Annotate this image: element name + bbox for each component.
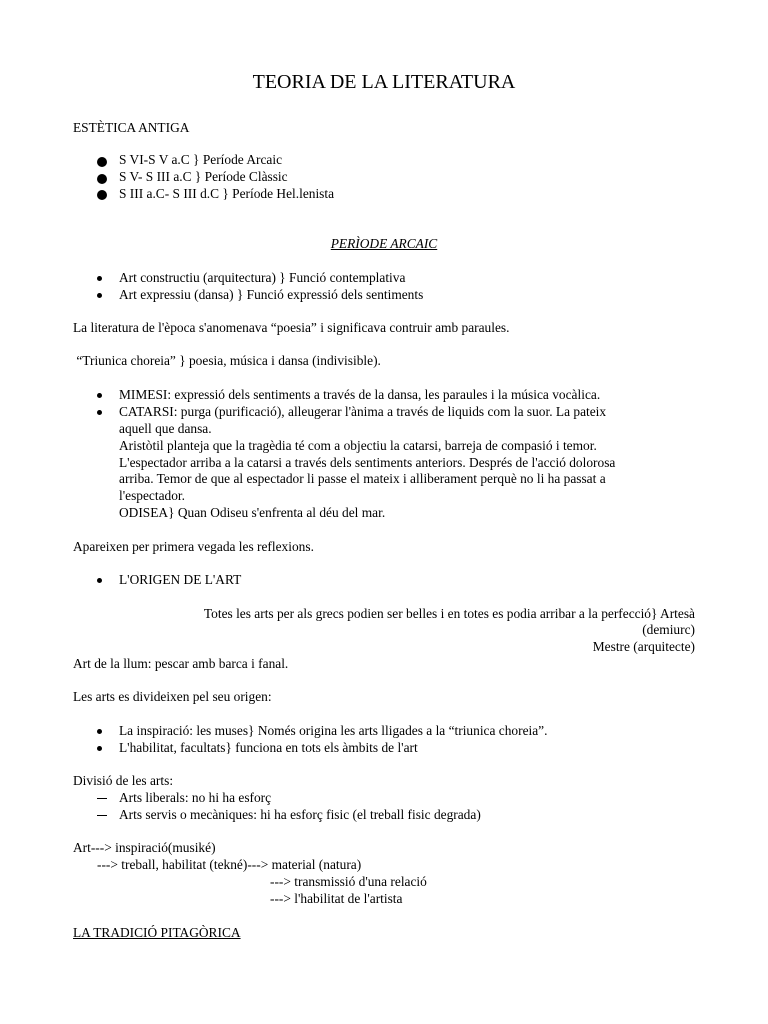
- art-line: Art---> inspiració(musiké): [73, 840, 216, 855]
- bullet-icon: [97, 393, 102, 398]
- bullet-icon: [97, 729, 102, 734]
- list-item: Arts liberals: no hi ha esforç: [119, 790, 272, 805]
- page-title: TEORIA DE LA LITERATURA: [252, 71, 516, 93]
- list-item: La inspiració: les muses} Només origina les arts lligades a la “triunica choreia”.: [119, 723, 548, 738]
- list-item: Art constructiu (arquitectura) } Funció contemplativa: [119, 270, 406, 285]
- right-aligned-line: Totes les arts per als grecs podien ser belles i en totes es podia arribar a la perfecció} Artesà: [203, 606, 695, 621]
- list-item: S V- S III a.C } Període Clàssic: [119, 169, 288, 184]
- catarsi-line: aquell que dansa.: [119, 421, 212, 436]
- art-line: ---> treball, habilitat (tekné)---> material (natura): [97, 857, 362, 872]
- list-item-catarsi: CATARSI: purga (purificació), alleugerar l'ànima a través de liquids com la suor. La pateix: [119, 404, 607, 419]
- paragraph: “Triunica choreia” } poesia, música i dansa (indivisible).: [73, 353, 381, 368]
- catarsi-line: L'espectador arriba a la catarsi a través dels sentiments anteriors. Després de l'acció dolorosa: [119, 455, 616, 470]
- list-item-mimesi: MIMESI: expressió dels sentiments a través de la dansa, les paraules i la música vocàlica.: [119, 387, 601, 402]
- art-line: ---> transmissió d'una relació: [270, 874, 427, 889]
- list-item: S VI-S V a.C } Període Arcaic: [119, 152, 283, 167]
- bullet-icon: [97, 276, 102, 281]
- right-aligned-line: Mestre (arquitecte): [592, 639, 695, 654]
- bullet-icon: [97, 746, 102, 751]
- art-line: ---> l'habilitat de l'artista: [270, 891, 403, 906]
- list-item: Art expressiu (dansa) } Funció expressió dels sentiments: [119, 287, 424, 302]
- catarsi-line: Aristòtil planteja que la tragèdia té com a objectiu la catarsi, barreja de compasió i temor.: [119, 438, 597, 453]
- list-item: S III a.C- S III d.C } Període Hel.lenista: [119, 186, 335, 201]
- section-heading-arcaic: PERÌODE ARCAIC: [330, 236, 438, 251]
- paragraph: Apareixen per primera vegada les reflexions.: [73, 539, 314, 554]
- paragraph: Les arts es divideixen pel seu origen:: [73, 689, 272, 704]
- bullet-icon: [97, 190, 107, 200]
- list-item: Arts servis o mecàniques: hi ha esforç fisic (el treball fisic degrada): [119, 807, 481, 822]
- list-item: L'habilitat, facultats} funciona en tots els àmbits de l'art: [119, 740, 418, 755]
- section-heading-origen: L'ORIGEN DE L'ART: [119, 572, 242, 587]
- bullet-icon: [97, 293, 102, 298]
- paragraph: Art de la llum: pescar amb barca i fanal.: [73, 656, 289, 671]
- section-heading-estetica: ESTÈTICA ANTIGA: [73, 120, 190, 135]
- catarsi-line: arriba. Temor de que al espectador li passe el mateix i alliberament perquè no li ha passat a: [119, 471, 606, 486]
- dash-icon: [97, 815, 107, 816]
- dash-icon: [97, 798, 107, 799]
- catarsi-line: l'espectador.: [119, 488, 185, 503]
- bullet-icon: [97, 578, 102, 583]
- right-aligned-line: (demiurc): [642, 622, 695, 637]
- bullet-icon: [97, 410, 102, 415]
- section-heading-pitagorica: LA TRADICIÓ PITAGÒRICA: [73, 925, 241, 940]
- bullet-icon: [97, 157, 107, 167]
- bullet-icon: [97, 174, 107, 184]
- paragraph: Divisió de les arts:: [73, 773, 174, 788]
- catarsi-line: ODISEA} Quan Odiseu s'enfrenta al déu del mar.: [119, 505, 386, 520]
- paragraph: La literatura de l'època s'anomenava “poesia” i significava contruir amb paraules.: [73, 320, 510, 335]
